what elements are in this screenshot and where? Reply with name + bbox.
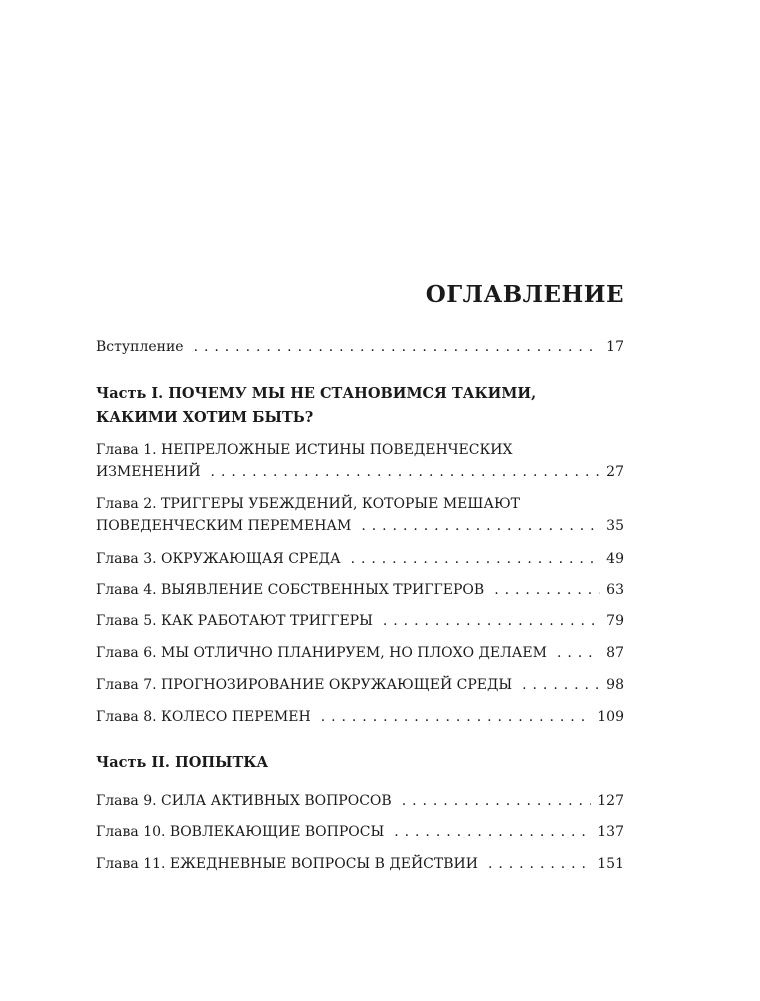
toc-page-number: 49 <box>606 551 624 567</box>
toc-entry-label: Глава 5. КАК РАБОТАЮТ ТРИГГЕРЫ <box>96 613 373 629</box>
toc-page <box>96 0 624 1001</box>
toc-entry-label: Глава 7. ПРОГНОЗИРОВАНИЕ ОКРУЖАЮЩЕЙ СРЕДЫ <box>96 677 513 693</box>
toc-entry-chapter-6[interactable] <box>96 642 624 664</box>
toc-entry-chapter-3[interactable] <box>96 548 624 570</box>
part-heading-2 <box>96 751 624 775</box>
dot-leader <box>488 853 591 875</box>
dot-leader <box>394 821 591 843</box>
dot-leader <box>402 790 592 812</box>
dot-leader <box>211 461 601 483</box>
toc-entry-chapter-10[interactable] <box>96 821 624 843</box>
toc-entry-label: Глава 1. НЕПРЕЛОЖНЫЕ ИСТИНЫ ПОВЕДЕНЧЕСКИХ <box>96 442 513 458</box>
dot-leader <box>361 515 600 537</box>
part-heading-1 <box>96 382 624 430</box>
toc-entry-label: Глава 10. ВОВЛЕКАЮЩИЕ ВОПРОСЫ <box>96 824 385 840</box>
toc-page-number: 35 <box>606 518 624 534</box>
toc-entry-label: Глава 6. МЫ ОТЛИЧНО ПЛАНИРУЕМ, НО ПЛОХО ДЕЛАЕМ <box>96 645 547 661</box>
dot-leader <box>557 642 600 664</box>
toc-entry-label-cont: ПОВЕДЕНЧЕСКИМ ПЕРЕМЕНАМ <box>96 518 352 534</box>
toc-entry-label: Глава 3. ОКРУЖАЮЩАЯ СРЕДА <box>96 551 341 567</box>
toc-entry-chapter-9[interactable] <box>96 790 624 812</box>
toc-entry-chapter-2[interactable] <box>96 493 624 537</box>
toc-page-number: 87 <box>606 645 624 661</box>
toc-page-number: 151 <box>597 856 624 872</box>
toc-entry-label: Вступление <box>96 339 184 355</box>
page-title: ОГЛАВЛЕНИЕ <box>425 281 624 308</box>
toc-entry-intro[interactable] <box>96 336 624 358</box>
part-heading-line: Часть I. ПОЧЕМУ МЫ НЕ СТАНОВИМСЯ ТАКИМИ, <box>96 385 537 402</box>
toc-entry-chapter-8[interactable] <box>96 706 624 728</box>
dot-leader <box>321 706 592 728</box>
toc-entry-chapter-7[interactable] <box>96 674 624 696</box>
toc-entry-chapter-11[interactable] <box>96 853 624 875</box>
toc-page-number: 17 <box>606 339 624 355</box>
dot-leader <box>351 548 601 570</box>
toc-page-number: 79 <box>606 613 624 629</box>
toc-entry-label: Глава 8. КОЛЕСО ПЕРЕМЕН <box>96 709 311 725</box>
toc-page-number: 63 <box>606 582 624 598</box>
toc-entry-label: Глава 2. ТРИГГЕРЫ УБЕЖДЕНИЙ, КОТОРЫЕ МЕШАЮТ <box>96 496 521 512</box>
dot-leader <box>194 336 601 358</box>
dot-leader <box>383 610 600 632</box>
toc-entry-label: Глава 4. ВЫЯВЛЕНИЕ СОБСТВЕННЫХ ТРИГГЕРОВ <box>96 582 485 598</box>
toc-page-number: 109 <box>597 709 624 725</box>
toc-entry-chapter-5[interactable] <box>96 610 624 632</box>
toc-entry-chapter-1[interactable] <box>96 439 624 483</box>
part-heading-line: Часть II. ПОПЫТКА <box>96 754 269 771</box>
toc-page-number: 98 <box>606 677 624 693</box>
toc-page-number: 127 <box>597 793 624 809</box>
dot-leader <box>494 579 600 601</box>
toc-entry-label: Глава 9. СИЛА АКТИВНЫХ ВОПРОСОВ <box>96 793 392 809</box>
dot-leader <box>522 674 600 696</box>
toc-entry-label: Глава 11. ЕЖЕДНЕВНЫЕ ВОПРОСЫ В ДЕЙСТВИИ <box>96 856 478 872</box>
toc-entry-label-cont: ИЗМЕНЕНИЙ <box>96 464 201 480</box>
toc-page-number: 137 <box>597 824 624 840</box>
toc-page-number: 27 <box>606 464 624 480</box>
part-heading-line: КАКИМИ ХОТИМ БЫТЬ? <box>96 409 314 426</box>
toc-entry-chapter-4[interactable] <box>96 579 624 601</box>
